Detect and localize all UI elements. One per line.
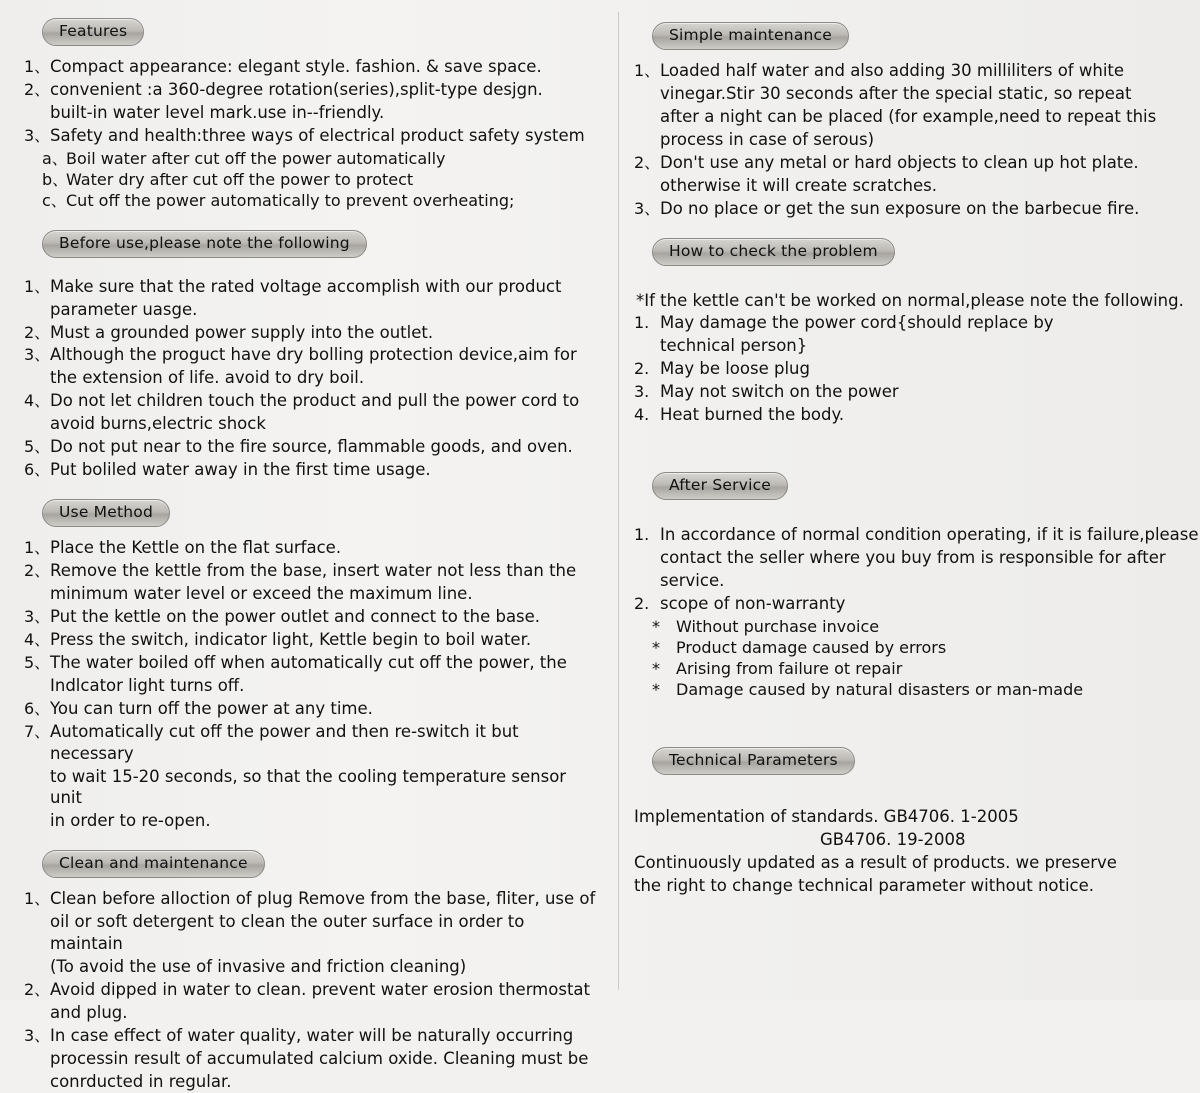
bullet-item: [634, 616, 1200, 637]
bullet-text: Arising from failure ot repair: [676, 659, 903, 679]
list-text: conrducted in regular.: [50, 1071, 232, 1091]
section-heading-wrap: [42, 18, 596, 46]
list-item: [24, 652, 596, 674]
list-text: Remove the kettle from the base, insert water not less than the: [50, 561, 577, 581]
sub-item: [24, 190, 596, 211]
list-text: Compact appearance: elegant style. fashion. & save space.: [50, 57, 542, 77]
bullet-item: [634, 637, 1200, 658]
list-text: the extension of life. avoid to dry boil.: [50, 368, 365, 388]
list-item: [24, 367, 596, 389]
list-marker: 1、: [24, 57, 51, 77]
list-item: [24, 537, 596, 559]
list-text: convenient :a 360-degree rotation(series),split-type desjgn.: [50, 79, 543, 99]
list-item: [634, 83, 1200, 105]
section-how-to-check: [634, 238, 1200, 426]
list-marker: 3、: [24, 345, 51, 365]
section-heading-wrap: [652, 747, 1200, 775]
list-marker: 5、: [24, 437, 51, 457]
tech-line: Continuously updated as a result of products. we preserve: [634, 852, 1117, 872]
list-item: [24, 810, 596, 832]
heading-how-to-check: How to check the problem: [652, 238, 895, 266]
sub-text: Cut off the power automatically to prevent overheating;: [66, 191, 515, 211]
list-item: [634, 312, 1200, 334]
sub-marker: c、: [42, 191, 67, 211]
list-item: [24, 675, 596, 697]
list-text: Put the kettle on the power outlet and connect to the base.: [50, 606, 541, 626]
list-item: [24, 766, 596, 810]
list-item: [634, 358, 1200, 380]
list-item: [634, 524, 1200, 546]
use-method-list: [24, 537, 596, 832]
list-text: Don't use any metal or hard objects to clean up hot plate.: [660, 152, 1139, 172]
list-marker: 2、: [24, 322, 51, 342]
bullet-marker: *: [652, 616, 660, 636]
heading-simple-maintenance: Simple maintenance: [652, 22, 849, 50]
columns-container: [24, 18, 1199, 1091]
section-heading-wrap: [652, 472, 1200, 500]
list-text: in order to re-open.: [50, 811, 211, 831]
list-marker: 1、: [24, 276, 51, 296]
list-item: [24, 56, 596, 78]
section-heading-wrap: [42, 499, 596, 527]
list-text: In accordance of normal condition operating, if it is failure,please: [660, 524, 1199, 544]
list-text: processin result of accumulated calcium oxide. Cleaning must be: [50, 1048, 589, 1068]
list-marker: 4、: [24, 629, 51, 649]
list-text: scope of non-warranty: [660, 593, 846, 613]
list-item: [634, 381, 1200, 403]
list-item: [24, 1048, 596, 1070]
section-heading-wrap: [652, 22, 1200, 50]
list-marker: 6、: [24, 460, 51, 480]
list-marker: 1.: [634, 313, 650, 333]
list-marker: 3、: [634, 198, 661, 218]
list-item: [24, 102, 596, 124]
list-text: Loaded half water and also adding 30 milliliters of white: [660, 61, 1125, 81]
list-text: Indlcator light turns off.: [50, 675, 245, 695]
spacer: [634, 719, 1200, 747]
list-item: [24, 344, 596, 366]
list-text: otherwise it will create scratches.: [660, 175, 937, 195]
list-marker: 3、: [24, 606, 51, 626]
list-marker: 2、: [24, 79, 51, 99]
list-text: Automatically cut off the power and then re-switch it but necessary: [50, 721, 519, 763]
list-text: Place the Kettle on the flat surface.: [50, 538, 342, 558]
list-item: [24, 583, 596, 605]
list-item: [24, 721, 596, 765]
section-heading-wrap: [42, 850, 596, 878]
list-item: [634, 335, 1200, 357]
list-marker: 1、: [24, 538, 51, 558]
list-marker: 2、: [24, 561, 51, 581]
list-text: to wait 15-20 seconds, so that the cooling temperature sensor unit: [50, 766, 567, 808]
list-marker: 4、: [24, 391, 51, 411]
list-text: The water boiled off when automatically cut off the power, the: [50, 652, 567, 672]
list-marker: 2、: [24, 980, 51, 1000]
list-text: May be loose plug: [660, 358, 810, 378]
list-text: Although the proguct have dry bolling protection device,aim for: [50, 345, 577, 365]
list-item: [634, 570, 1200, 592]
spacer: [634, 785, 1200, 805]
bullet-item: [634, 658, 1200, 679]
bullet-marker: *: [652, 680, 660, 700]
list-item: [24, 629, 596, 651]
list-item: [24, 299, 596, 321]
tech-line: GB4706. 19-2008: [820, 829, 966, 849]
list-marker: 1、: [24, 889, 51, 909]
list-text: service.: [660, 570, 725, 590]
list-item: [634, 198, 1200, 220]
list-item: [24, 911, 596, 955]
list-item: [634, 593, 1200, 615]
list-item: [24, 560, 596, 582]
left-column: [24, 18, 596, 1091]
list-text: and plug.: [50, 1003, 128, 1023]
list-text: Make sure that the rated voltage accomplish with our product: [50, 276, 562, 296]
list-text: oil or soft detergent to clean the outer surface in order to maintain: [50, 912, 525, 954]
spacer: [634, 510, 1200, 524]
list-item: [24, 459, 596, 481]
bullet-text: Product damage caused by errors: [676, 637, 947, 657]
section-use-method: [24, 499, 596, 832]
list-item: [634, 152, 1200, 174]
list-text: technical person}: [660, 336, 808, 356]
list-marker: 2.: [634, 358, 650, 378]
heading-use-method: Use Method: [42, 499, 170, 527]
heading-before-use: Before use,please note the following: [42, 230, 367, 258]
sub-text: Water dry after cut off the power to protect: [66, 170, 414, 190]
how-to-check-intro: *If the kettle can't be worked on normal,please note the following.: [636, 290, 1184, 310]
list-item: [24, 606, 596, 628]
section-features: [24, 18, 596, 212]
list-item: [24, 436, 596, 458]
list-text: Avoid dipped in water to clean. prevent water erosion thermostat: [50, 980, 590, 1000]
sub-marker: b、: [42, 170, 69, 190]
bullet-text: Damage caused by natural disasters or man-made: [676, 680, 1084, 700]
list-item: [24, 1025, 596, 1047]
sub-item: [24, 148, 596, 169]
sub-marker: a、: [42, 148, 68, 168]
list-text: Do no place or get the sun exposure on the barbecue fire.: [660, 198, 1140, 218]
before-use-list: [24, 276, 596, 481]
after-service-list: [634, 524, 1200, 615]
heading-after-service: After Service: [652, 472, 788, 500]
list-marker: 2.: [634, 593, 650, 613]
list-marker: 3、: [24, 125, 51, 145]
bullet-marker: *: [652, 637, 660, 657]
how-to-check-list: [634, 312, 1200, 426]
section-heading-wrap: [652, 238, 1200, 266]
list-item: [24, 413, 596, 435]
tech-line: Implementation of standards. GB4706. 1-2005: [634, 806, 1019, 826]
list-text: Put boliled water away in the first time usage.: [50, 460, 431, 480]
list-item: [634, 547, 1200, 569]
list-text: May not switch on the power: [660, 381, 899, 401]
list-text: May damage the power cord{should replace by: [660, 313, 1054, 333]
spacer: [634, 276, 1200, 290]
list-text: (To avoid the use of invasive and friction cleaning): [50, 957, 467, 977]
list-text: after a night can be placed (for example,need to repeat this: [660, 106, 1157, 126]
section-heading-wrap: [42, 230, 596, 258]
list-text: vinegar.Stir 30 seconds after the special static, so repeat: [660, 83, 1132, 103]
simple-maintenance-list: [634, 60, 1200, 220]
list-item: [24, 276, 596, 298]
list-item: [24, 956, 596, 978]
list-item: [24, 1002, 596, 1024]
list-marker: 5、: [24, 652, 51, 672]
section-technical-parameters: [634, 747, 1200, 897]
heading-technical-parameters: Technical Parameters: [652, 747, 855, 775]
list-text: In case effect of water quality, water will be naturally occurring: [50, 1025, 574, 1045]
list-item: [24, 79, 596, 101]
list-text: Do not put near to the fire source, flammable goods, and oven.: [50, 437, 573, 457]
list-item: [24, 698, 596, 720]
section-clean-maintenance: [24, 850, 596, 1092]
bullet-text: Without purchase invoice: [676, 616, 880, 636]
tech-line: the right to change technical parameter without notice.: [634, 875, 1095, 895]
list-text: minimum water level or exceed the maximum line.: [50, 584, 473, 603]
list-marker: 3.: [634, 381, 650, 401]
list-text: Clean before alloction of plug Remove from the base, fliter, use of: [50, 889, 596, 909]
list-item: [24, 390, 596, 412]
list-text: process in case of serous): [660, 129, 875, 149]
list-item: [634, 60, 1200, 82]
spacer: [634, 444, 1200, 472]
list-item: [24, 888, 596, 910]
list-marker: 1、: [634, 61, 661, 81]
section-before-use: [24, 230, 596, 481]
column-divider: [618, 12, 619, 990]
list-text: Do not let children touch the product and pull the power cord to: [50, 391, 580, 411]
list-text: avoid burns,electric shock: [50, 414, 266, 434]
spacer: [24, 268, 596, 276]
list-marker: 6、: [24, 698, 51, 718]
right-column: [634, 18, 1200, 990]
list-text: built-in water level mark.use in--friendly.: [50, 102, 385, 122]
sub-text: Boil water after cut off the power automatically: [66, 148, 446, 168]
list-text: parameter uasge.: [50, 299, 198, 319]
features-list: [24, 56, 596, 147]
list-marker: 3、: [24, 1025, 51, 1045]
list-marker: 7、: [24, 721, 51, 741]
list-item: [634, 404, 1200, 426]
list-text: You can turn off the power at any time.: [50, 698, 373, 718]
list-item: [24, 979, 596, 1001]
list-item: [24, 125, 596, 147]
list-item: [24, 322, 596, 344]
bullet-item: [634, 679, 1200, 700]
bullet-marker: *: [652, 659, 660, 679]
list-text: Press the switch, indicator light, Kettle begin to boil water.: [50, 629, 532, 649]
section-after-service: [634, 472, 1200, 701]
list-item: [634, 129, 1200, 151]
heading-features: Features: [42, 18, 144, 46]
list-item: [24, 1071, 596, 1093]
list-marker: 1.: [634, 524, 650, 544]
list-text: Safety and health:three ways of electrical product safety system: [50, 125, 585, 145]
list-marker: 4.: [634, 404, 650, 424]
list-marker: 2、: [634, 152, 661, 172]
sub-item: [24, 169, 596, 190]
list-item: [634, 106, 1200, 128]
list-item: [634, 175, 1200, 197]
clean-maintenance-list: [24, 888, 596, 1092]
list-text: Must a grounded power supply into the outlet.: [50, 322, 434, 342]
section-simple-maintenance: [634, 22, 1200, 220]
list-text: Heat burned the body.: [660, 404, 845, 424]
list-text: contact the seller where you buy from is responsible for after: [660, 547, 1166, 567]
heading-clean-maintenance: Clean and maintenance: [42, 850, 265, 878]
